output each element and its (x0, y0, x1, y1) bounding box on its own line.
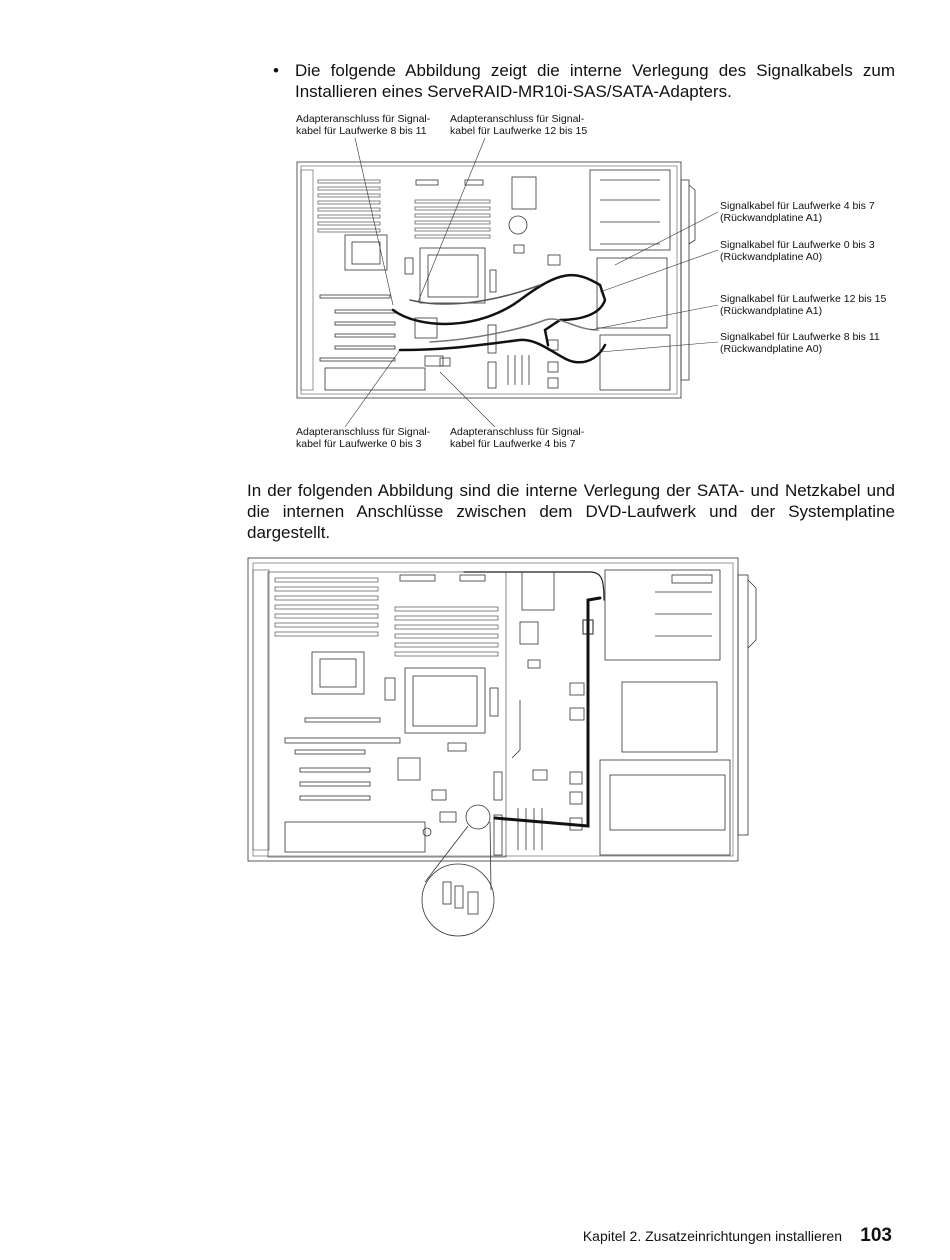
label-adapter-4-7: Adapteranschluss für Signal- kabel für Laufwerke 4 bis 7 (450, 426, 585, 450)
bullet-marker: • (273, 61, 279, 80)
label-adapter-8-11: Adapteranschluss für Signal- kabel für Laufwerke 8 bis 11 (296, 113, 431, 137)
figure2-server-diagram (248, 558, 756, 861)
label-cable-0-3: Signalkabel für Laufwerke 0 bis 3 (Rückwandplatine A0) (720, 239, 875, 263)
footer-chapter: Kapitel 2. Zusatzeinrichtungen installieren (582, 1228, 842, 1244)
body-paragraph: In der folgenden Abbildung sind die interne Verlegung der SATA- und Netzkabel und die internen Anschlüsse zwischen dem DVD-Laufwerk und der Systemplatine dargestellt. (247, 481, 895, 542)
figure2-detail-callout (422, 805, 494, 936)
bullet-text: Die folgende Abbildung zeigt die interne Verlegung des Signalkabels zum Installieren eines ServeRAID-MR10i-SAS/SATA-Adapters. (295, 61, 895, 101)
label-adapter-0-3: Adapteranschluss für Signal- kabel für Laufwerke 0 bis 3 (296, 426, 431, 450)
figure1-server-diagram (297, 162, 695, 398)
label-adapter-12-15: Adapteranschluss für Signal- kabel für Laufwerke 12 bis 15 (450, 113, 588, 137)
page-number: 103 (860, 1225, 892, 1246)
label-cable-12-15: Signalkabel für Laufwerke 12 bis 15 (Rückwandplatine A1) (720, 293, 887, 317)
figure1-leader-lines (345, 138, 718, 427)
label-cable-4-7: Signalkabel für Laufwerke 4 bis 7 (Rückwandplatine A1) (720, 200, 875, 224)
figure1-signal-cables (393, 275, 605, 362)
label-cable-8-11: Signalkabel für Laufwerke 8 bis 11 (Rückwandplatine A0) (720, 331, 880, 355)
